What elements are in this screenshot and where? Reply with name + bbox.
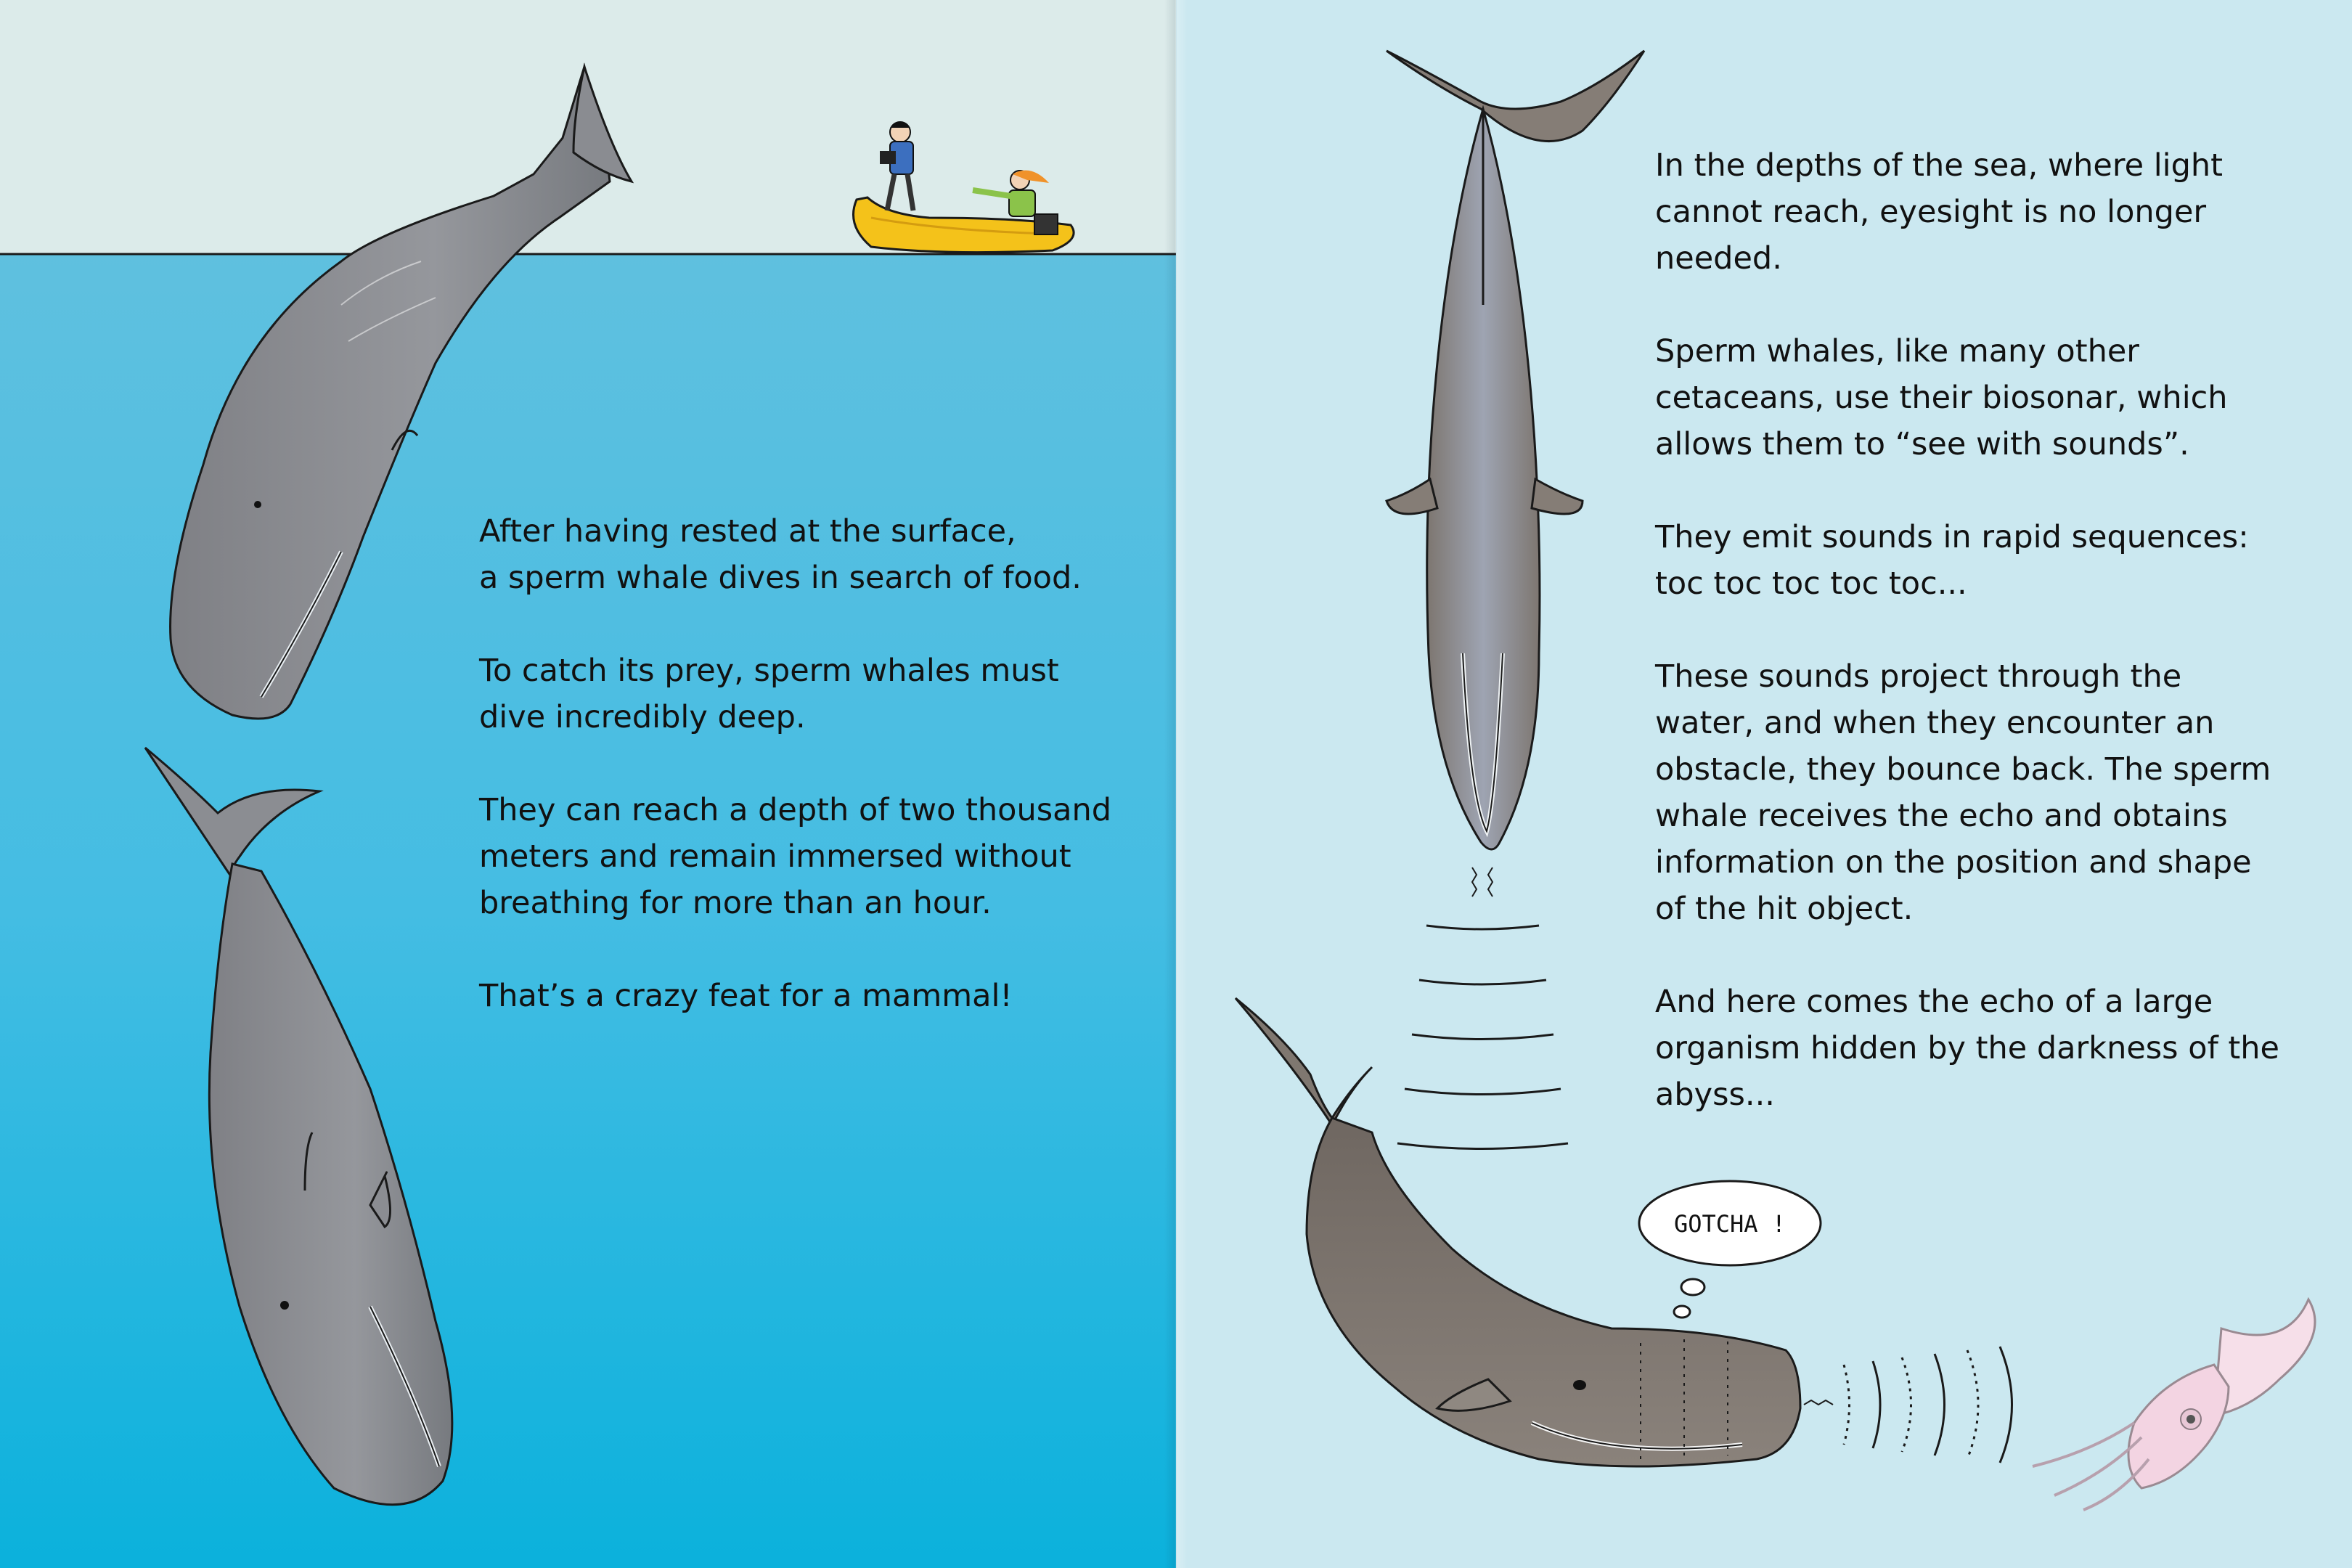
right-page — [1176, 0, 2352, 1568]
right-page-text — [1655, 142, 2308, 1164]
thought-bubble-text: GOTCHA ! — [1673, 1210, 1787, 1238]
left-page-text — [479, 508, 1118, 1066]
paragraph: After having rested at the surface, a sperm whale dives in search of food. — [479, 513, 1082, 596]
paragraph: To catch its prey, sperm whales must dive incredibly deep. — [479, 653, 1059, 735]
paragraph: They emit sounds in rapid sequences: toc toc toc toc toc... — [1655, 519, 2249, 602]
paragraph: In the depths of the sea, where light cannot reach, eyesight is no longer needed. — [1655, 147, 2223, 277]
paragraph: These sounds project through the water, and when they encounter an obstacle, they bounce back. The sperm whale receives the echo and obtains information on the position and shape of the hit object. — [1655, 658, 2271, 927]
paragraph: That’s a crazy feat for a mammal! — [479, 978, 1013, 1014]
paragraph: Sperm whales, like many other cetaceans, use their biosonar, which allows them to “see with sounds”. — [1655, 333, 2228, 462]
paragraph: They can reach a depth of two thousand meters and remain immersed without breathing for more than an hour. — [479, 792, 1112, 921]
paragraph: And here comes the echo of a large organism hidden by the darkness of the abyss... — [1655, 984, 2279, 1113]
